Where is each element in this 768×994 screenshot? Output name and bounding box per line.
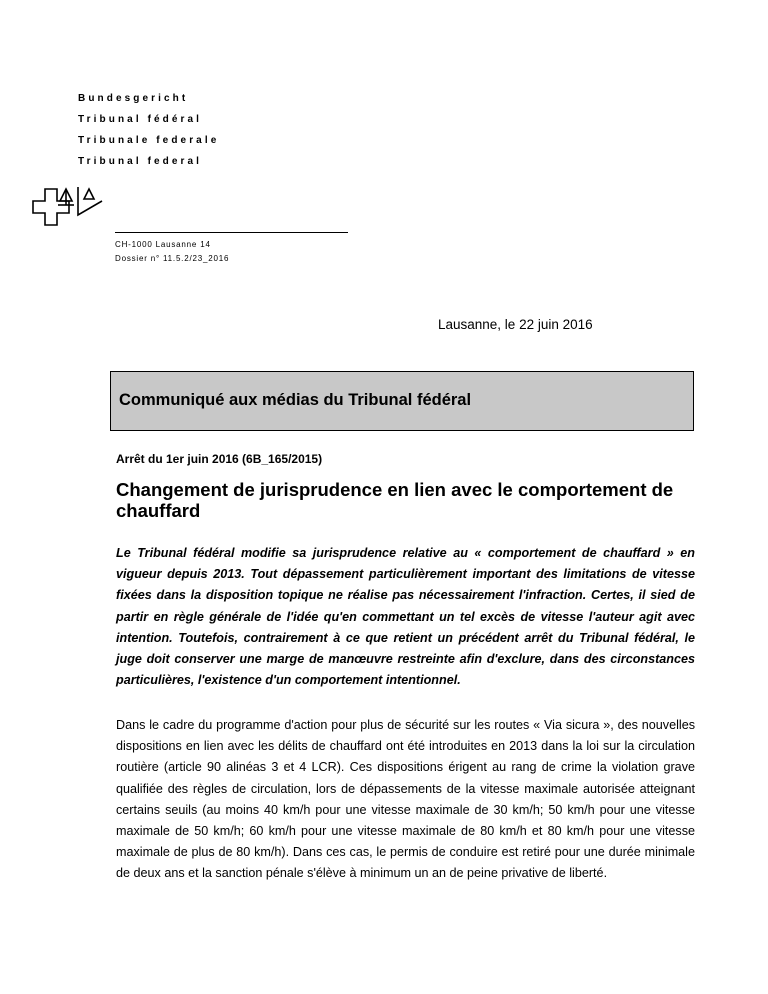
- body-paragraph: Dans le cadre du programme d'action pour plus de sécurité sur les routes « Via sicura », des nouvelles dispositions en lien avec les délits de chauffard ont été introduites en 2013 dans la loi sur la circulation routière (article 90 alinéas 3 et 4 LCR). Ces dispositions érigent au rang de crime la violation grave qualifiée des règles de circulation, lors de dépassements de la vitesse maximale autorisée atteignant certains seuils (au moins 40 km/h pour une vitesse maximale de 30 km/h; 50 km/h pour une vitesse maximale de 50 km/h; 60 km/h pour une vitesse maximale de 80 km/h et 80 km/h pour une vitesse maximale de plus de 80 km/h). Dans ces cas, le permis de conduire est retiré pour une durée minimale de deux ans et la sanction pénale s'élève à minimum un an de peine privative de liberté.: [116, 718, 695, 881]
- header-divider: [115, 232, 348, 233]
- court-name-german: Bundesgericht: [78, 93, 189, 104]
- postal-address: CH-1000 Lausanne 14: [115, 240, 211, 249]
- court-name-french: Tribunal fédéral: [78, 114, 203, 125]
- headline: Changement de jurisprudence en lien avec le comportement de chauffard: [116, 479, 674, 521]
- dossier-number: Dossier n° 11.5.2/23_2016: [115, 254, 230, 263]
- court-name-italian: Tribunale federale: [78, 135, 220, 146]
- address-block: [115, 238, 229, 266]
- title-box: [110, 371, 694, 431]
- swiss-cross-scales-logo-icon: [32, 185, 112, 235]
- court-names: [78, 88, 219, 172]
- dateline: Lausanne, le 22 juin 2016: [438, 317, 593, 332]
- court-name-romansh: Tribunal federal: [78, 156, 203, 167]
- page-title: Communiqué aux médias du Tribunal fédéral: [119, 391, 472, 409]
- judgment-reference: Arrêt du 1er juin 2016 (6B_165/2015): [116, 452, 323, 466]
- lead-paragraph: Le Tribunal fédéral modifie sa jurisprudence relative au « comportement de chauffard » en vigueur depuis 2013. Tout dépassement particulièrement important des limitations de vitesse fixées dans la disposition topique ne réalise pas nécessairement l'infraction. Certes, il sied de partir en règle générale de l'idée qu'en commettant un tel excès de vitesse l'auteur agit avec intention. Toutefois, contrairement à ce que retient un précédent arrêt du Tribunal fédéral, le juge doit conserver une marge de manœuvre restreinte afin d'exclure, dans des circonstances particulières, l'existence d'un comportement intentionnel.: [116, 546, 695, 688]
